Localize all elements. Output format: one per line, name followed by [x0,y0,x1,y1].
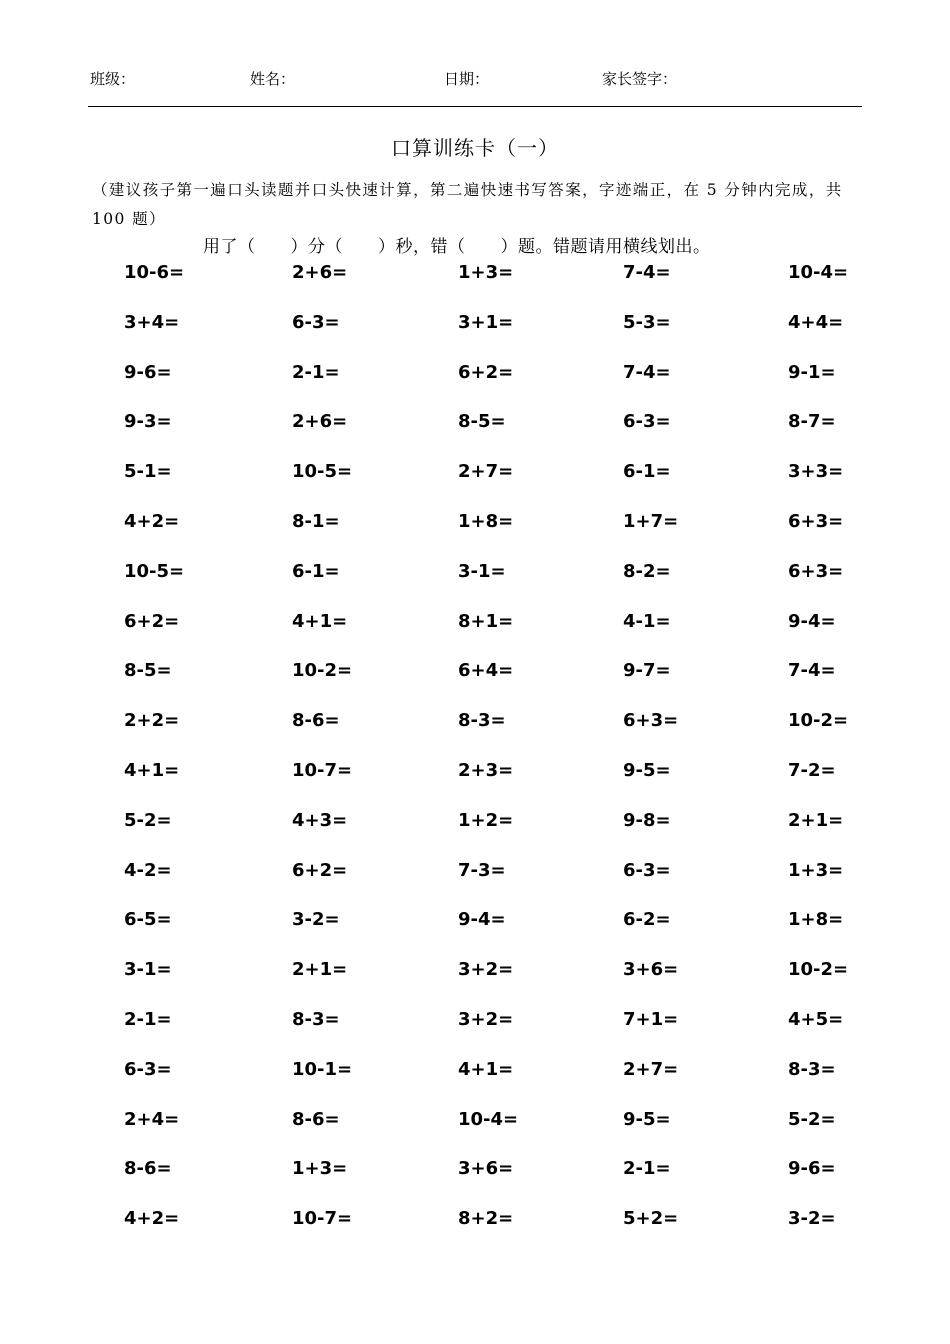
problem-item: 5-2= [788,1108,836,1130]
problem-row [0,411,950,441]
parent-sign-label: 家长签字： [602,70,678,88]
problem-item: 5-1= [124,461,172,483]
problem-item: 9-7= [623,660,671,682]
problem-item: 6+3= [788,560,844,582]
problem-item: 2-1= [292,361,340,383]
problem-item: 6-3= [292,311,340,333]
problem-item: 6+2= [458,361,514,383]
problem-item: 6+4= [458,660,514,682]
problem-item: 2+1= [292,959,348,981]
problem-item: 10-5= [292,461,353,483]
problem-item: 7+1= [623,1009,679,1030]
problem-item: 4+1= [292,610,348,632]
problem-item: 9-4= [458,909,506,931]
problem-item: 3+2= [458,1009,514,1030]
problem-item: 7-3= [458,859,506,881]
problem-item: 4+1= [124,760,180,781]
problem-item: 4+3= [292,809,348,831]
problem-item: 8+2= [458,1208,514,1230]
problem-row [0,1158,950,1188]
problem-item: 8-5= [124,660,172,682]
problem-item: 6-3= [623,859,671,881]
problem-item: 8-3= [458,710,506,732]
problem-row [0,1109,950,1139]
problem-row [0,362,950,392]
problem-item: 8-5= [458,411,506,433]
problem-row [0,1059,950,1089]
problem-item: 5-3= [623,311,671,333]
problem-item: 8-2= [623,560,671,582]
problem-item: 9-4= [788,610,836,632]
problem-item: 9-8= [623,809,671,831]
problem-item: 4+5= [788,1009,844,1030]
problem-item: 3-1= [458,560,506,582]
date-label: 日期： [444,70,490,88]
problem-row [0,461,950,491]
problem-item: 3+3= [788,461,844,483]
problem-item: 9-5= [623,1108,671,1130]
problem-item: 1+8= [458,511,514,532]
problem-row [0,959,950,989]
problem-row [0,511,950,541]
problem-item: 8+1= [458,610,514,632]
problem-item: 10-7= [292,1208,353,1230]
problem-item: 6+3= [788,511,844,532]
problem-row [0,760,950,790]
problem-row [0,660,950,690]
problem-item: 4-1= [623,610,671,632]
problem-item: 8-7= [788,411,836,433]
problem-row [0,860,950,890]
problem-item: 9-3= [124,411,172,433]
problem-item: 3+4= [124,311,180,333]
problem-item: 2+2= [124,710,180,732]
problem-item: 3-2= [292,909,340,931]
problem-item: 7-4= [623,361,671,383]
problem-row [0,710,950,740]
instructions: （建议孩子第一遍口头读题并口头快速计算，第二遍快速书写答案，字迹端正，在 5 分钟内完成，共 100 题） [92,181,843,228]
problem-item: 9-5= [623,760,671,781]
problem-item: 4+2= [124,511,180,532]
problem-item: 2+6= [292,262,348,283]
problem-item: 10-7= [292,760,353,781]
class-label: 班级： [90,70,136,88]
problem-item: 6-5= [124,909,172,931]
timing-record: 用了（ ）分（ ）秒，错（ ）题。错题请用横线划出。 [203,237,711,257]
problem-item: 7-4= [623,262,671,283]
problem-item: 9-6= [788,1158,836,1180]
problem-row [0,561,950,591]
problem-item: 2+6= [292,411,348,433]
problem-row [0,909,950,939]
problem-item: 2+7= [623,1058,679,1080]
problem-item: 8-6= [292,710,340,732]
problem-item: 6+3= [623,710,679,732]
problem-item: 10-4= [458,1108,519,1130]
problem-item: 8-6= [124,1158,172,1180]
problem-item: 7-4= [788,660,836,682]
problem-row [0,611,950,641]
problem-item: 2+3= [458,760,514,781]
problem-item: 7-2= [788,760,836,781]
problem-item: 2+1= [788,809,844,831]
problem-item: 6-1= [623,461,671,483]
problem-item: 3-2= [788,1208,836,1230]
problem-row [0,312,950,342]
problem-item: 10-5= [124,560,185,582]
problem-item: 1+7= [623,511,679,532]
problem-item: 1+3= [458,262,514,283]
problem-item: 10-4= [788,262,849,283]
problem-row [0,810,950,840]
problem-item: 1+8= [788,909,844,931]
problem-item: 10-2= [292,660,353,682]
problem-item: 1+2= [458,809,514,831]
problem-item: 2-1= [124,1009,172,1030]
problem-item: 5-2= [124,809,172,831]
problem-item: 3+2= [458,959,514,981]
problem-item: 9-6= [124,361,172,383]
problem-item: 6+2= [124,610,180,632]
problem-row [0,1208,950,1238]
problem-item: 6-1= [292,560,340,582]
problem-item: 4+2= [124,1208,180,1230]
problem-item: 4+4= [788,311,844,333]
worksheet-header [90,68,862,92]
name-label: 姓名： [250,70,296,88]
problem-item: 8-3= [292,1009,340,1030]
problem-item: 4+1= [458,1058,514,1080]
problem-item: 3+6= [623,959,679,981]
problem-item: 6-3= [124,1058,172,1080]
header-divider [88,106,862,107]
problem-row [0,262,950,292]
problem-item: 2+4= [124,1108,180,1130]
problem-item: 1+3= [292,1158,348,1180]
problem-item: 8-1= [292,511,340,532]
problem-item: 9-1= [788,361,836,383]
problem-item: 1+3= [788,859,844,881]
problem-item: 10-6= [124,262,185,283]
problem-item: 4-2= [124,859,172,881]
problem-item: 6-2= [623,909,671,931]
problem-item: 2+7= [458,461,514,483]
problem-item: 10-2= [788,959,849,981]
problem-item: 8-3= [788,1058,836,1080]
problem-item: 6-3= [623,411,671,433]
problem-item: 10-1= [292,1058,353,1080]
problem-item: 6+2= [292,859,348,881]
problem-item: 5+2= [623,1208,679,1230]
problem-item: 2-1= [623,1158,671,1180]
problem-row [0,1009,950,1039]
problem-item: 3+1= [458,311,514,333]
problem-item: 3+6= [458,1158,514,1180]
problem-item: 3-1= [124,959,172,981]
problem-item: 8-6= [292,1108,340,1130]
worksheet-title: 口算训练卡（一） [391,136,559,160]
problem-item: 10-2= [788,710,849,732]
